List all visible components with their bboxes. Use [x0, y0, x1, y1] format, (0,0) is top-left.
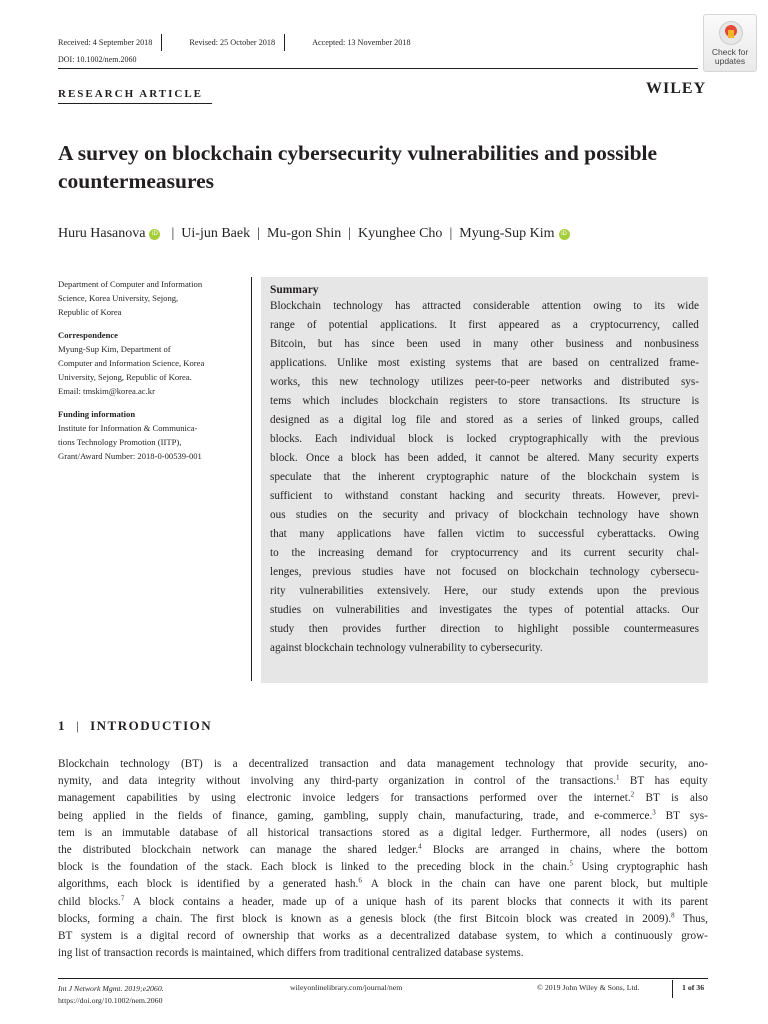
author-separator: | — [257, 226, 260, 241]
body-line: being applied in the fields of finance, gaming, gambling, supply chain, manufacturing, trade, and e-commerce.$^3$ BT sys- — [58, 807, 708, 822]
summary-heading: Summary — [270, 284, 319, 296]
body-line: tem is an immutable database of all historical transactions stored as a digital ledger. Furthermore, all nodes (users) on — [58, 826, 708, 839]
accepted-date: Accepted: 13 November 2018 — [312, 38, 411, 47]
body-line: ing list of transaction records is maintained, which differs from traditional centralized database systems. — [58, 947, 524, 960]
section-heading — [58, 718, 212, 734]
orcid-icon[interactable]: iD — [559, 229, 570, 240]
correspondence-details: Myung-Sup Kim, Department of Computer and Information Science, Korea University, Sejong, Republic of Korea. Email: tmskim@korea.ac.kr — [58, 342, 246, 398]
article-type-underline — [58, 103, 212, 104]
footer-rule — [58, 978, 708, 979]
author-name[interactable]: Ui-jun Baek — [181, 226, 251, 241]
section-separator: | — [76, 718, 81, 733]
footer-divider — [672, 980, 673, 998]
summary-line: Bitcoin, but has since been used in many other business and nonbusiness — [270, 338, 699, 350]
summary-line: rity vulnerabilities extensively. Here, our study extends upon the previous — [270, 585, 699, 597]
article-history — [58, 37, 420, 51]
body-line: block is the foundation of the stack. Each block is linked to the preceding block in the chain.$^5$ Using cryptographic hash — [58, 859, 708, 874]
summary-text — [270, 297, 699, 658]
summary-line: blocks. Each individual block is locked cryptographically with the previous — [270, 433, 699, 445]
summary-line: range of potential applications. It first appeared as a cryptocurrency, called — [270, 319, 699, 331]
correspondence-heading: Correspondence — [58, 330, 118, 340]
summary-line: Blockchain technology has attracted considerable attention owing to its wide — [270, 300, 699, 312]
summary-line: study then provides further direction to highlight possible countermeasures — [270, 623, 699, 635]
body-line: blocks, forming a chain. The first block is known as a genesis block (the first Bitcoin block was created in 2009).$^8$ Thus, — [58, 911, 708, 925]
doi-url[interactable]: https://doi.org/10.1002/nem.2060 — [58, 996, 163, 1005]
body-line: the distributed blockchain network can manage the shared ledger.$^4$ Blocks are arranged in chains, where the bottom — [58, 842, 708, 857]
page-number: 1 of 36 — [682, 983, 705, 992]
body-line: child blocks.$^7$ A block contains a header, made up of a unique hash of its parent blocks that connects it with its parent — [58, 893, 708, 908]
copyright-notice: © 2019 John Wiley & Sons, Ltd. — [537, 983, 640, 992]
body-line: algorithms, each block is identified by a generated hash.$^6$ A block in the chain can have one parent block, but multiple — [58, 876, 708, 891]
orcid-icon[interactable]: iD — [149, 229, 160, 240]
section-number: 1 — [58, 718, 66, 733]
summary-line: studies on vulnerabilities and investigates the types of potential attacks. Our — [270, 604, 699, 616]
body-line: Blockchain technology (BT) is a decentralized transaction and data management technology that provide security, ano- — [58, 758, 708, 770]
publisher-logo: WILEY — [646, 80, 707, 97]
summary-line: against blockchain technology vulnerability to cybersecurity. — [270, 642, 543, 654]
summary-line: designed as a digital log file and stored as a series of linked groups, called — [270, 414, 699, 426]
body-line: management capabilities by using electronic invoice ledgers for transactions performed over the internet.$^2$ BT is also — [58, 790, 708, 805]
journal-citation: Int J Network Mgmt. 2019;e2060. — [58, 984, 164, 993]
introduction-text — [58, 756, 708, 962]
summary-line: that many applications have fallen victim to successful cyberattacks. Owing — [270, 528, 699, 540]
summary-line: speculate that the inherent cryptographic nature of the blockchain system is — [270, 471, 699, 483]
check-for-updates-badge[interactable] — [703, 14, 757, 72]
summary-line: sufficient to withstand constant hacking and security threats. However, previ- — [270, 490, 699, 502]
divider — [284, 34, 303, 51]
author-name[interactable]: Myung-Sup Kim — [459, 226, 555, 241]
citation-reference[interactable]: 6 — [358, 876, 362, 885]
divider — [161, 34, 180, 51]
affiliation: Department of Computer and Information Science, Korea University, Sejong, Republic of Korea — [58, 279, 203, 317]
summary-line: lenges, previous studies have not focused on blockchain technology cybersecu- — [270, 566, 699, 578]
received-date: Received: 4 September 2018 — [58, 38, 153, 47]
doi-label[interactable]: DOI: 10.1002/nem.2060 — [58, 55, 137, 64]
author-separator: | — [348, 226, 352, 241]
funding-details: Institute for Information & Communica- tions Technology Promotion (IITP), Grant/Award Number: 2018-0-00539-001 — [58, 423, 202, 461]
summary-line: to the increasing demand for cryptocurrency and its current security chal- — [270, 547, 699, 559]
revised-date: Revised: 25 October 2018 — [189, 38, 276, 47]
summary-line: ous studies on the security and privacy of blockchain technology have shown — [270, 509, 699, 521]
citation-reference[interactable]: 3 — [652, 807, 656, 816]
article-title: A survey on blockchain cybersecurity vulnerabilities and possible countermeasures — [58, 141, 658, 193]
summary-line: tems which includes blockchain registers to store transactions. Its structure is — [270, 395, 699, 407]
summary-line: applications. Unlike most existing systems that are based on centralized frame- — [270, 357, 699, 369]
correspondence-email[interactable]: Email: tmskim@korea.ac.kr — [58, 386, 155, 396]
article-type: RESEARCH ARTICLE — [58, 88, 204, 100]
citation-reference[interactable]: 5 — [569, 859, 573, 868]
body-line: nymity, and data integrity without involving any third-party organization in control of the transactions.$^1$ BT has equity — [58, 773, 708, 788]
summary-line: block. Once a block has been added, it cannot be altered. Many security experts — [270, 452, 699, 464]
summary-line: works, this new technology utilizes peer-to-peer networks and distributed sys- — [270, 376, 699, 388]
crossmark-icon — [719, 21, 743, 45]
funding-heading: Funding information — [58, 409, 136, 419]
citation-reference[interactable]: 7 — [120, 893, 125, 902]
citation-reference[interactable]: 4 — [418, 842, 422, 851]
author-info-column — [58, 277, 246, 463]
author-name[interactable]: Huru Hasanova — [58, 226, 146, 241]
author-separator: | — [449, 226, 453, 241]
badge-text: Check for updates — [711, 47, 749, 66]
column-divider — [251, 277, 252, 681]
section-title: INTRODUCTION — [90, 718, 213, 733]
author-name[interactable]: Mu-gon Shin — [266, 226, 342, 241]
author-separator: | — [171, 226, 175, 241]
journal-website[interactable]: wileyonlinelibrary.com/journal/nem — [290, 983, 403, 992]
citation-reference[interactable]: 1 — [616, 773, 620, 782]
citation-reference[interactable]: 2 — [630, 790, 635, 799]
citation-reference[interactable]: 8 — [671, 911, 675, 920]
body-line: BT system is a digital record of ownership that works as a decentralized database system, to which a continuously grow- — [58, 930, 708, 943]
header-rule — [58, 68, 698, 69]
author-name[interactable]: Kyunghee Cho — [358, 226, 443, 241]
summary-box — [261, 277, 708, 683]
footer-citation — [58, 983, 164, 1007]
author-list — [58, 226, 574, 242]
